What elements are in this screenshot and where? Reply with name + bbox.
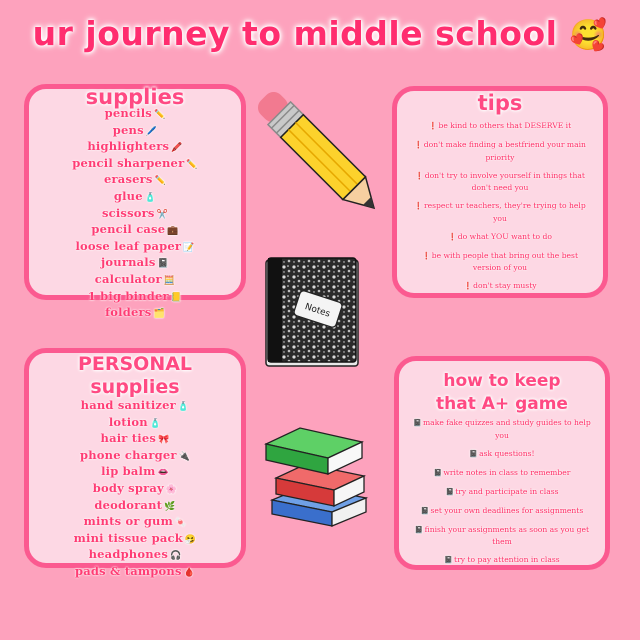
supplies-list-item [29,189,241,206]
personal-list-item [29,531,241,548]
page-title [0,14,640,53]
personal-list-item-text: lip balm [101,464,156,479]
supplies-list-item-text: highlighters [87,139,170,154]
howto-list-item [409,467,595,480]
personal-list-item-emoji-icon: 🔌 [178,451,191,462]
howto-list-item-text: try to pay attention in class [454,555,560,564]
supplies-list-item [29,239,241,256]
supplies-list-item [29,255,241,272]
personal-heading-line1: PERSONAL [77,353,193,375]
supplies-list-item [29,123,241,140]
howto-list-item-emoji-icon: 📓 [413,419,422,427]
personal-list-item-emoji-icon: 🍬 [175,518,187,529]
supplies-list-item-emoji-icon: 📓 [157,259,169,270]
tips-list [397,120,603,293]
supplies-list [29,106,241,322]
supplies-list-item-emoji-icon: ✏️ [153,110,166,120]
personal-list-item [29,514,241,531]
personal-list-item-text: hand sanitizer [80,398,176,412]
tips-list-item-emoji-icon: ❗ [414,141,423,149]
personal-list-item [29,415,241,432]
supplies-heading: supplies [85,85,185,109]
personal-list-item-text: lotion [108,414,148,429]
howto-list-item [409,505,595,518]
personal-list-item [29,431,241,448]
supplies-list-item [29,305,241,322]
personal-list-item [29,448,241,465]
howto-list-item-emoji-icon: 📓 [420,506,430,515]
personal-list-item-emoji-icon: 🧴 [177,402,190,412]
personal-list-item-text: deodorant [94,497,163,512]
personal-list-item-text: body spray [92,480,164,495]
supplies-list-item-text: calculator [94,271,162,286]
howto-list-item [409,554,595,567]
howto-list-item-text: make fake quizzes and study guides to help you [422,418,591,440]
personal-list-item-emoji-icon: 🧴 [149,418,162,429]
howto-list-item-text: ask questions! [479,448,535,458]
supplies-list-item [29,139,241,156]
tips-list-item-emoji-icon: ❗ [463,282,473,290]
tips-list-item-text: don't stay musty [473,281,537,290]
supplies-list-item-emoji-icon: 🖊️ [145,126,158,137]
tips-list-item-emoji-icon: ❗ [428,122,438,130]
personal-list-item-emoji-icon: 🩸 [183,567,196,578]
personal-list-item-emoji-icon: 🤧 [184,534,197,545]
howto-list-item [409,448,595,461]
personal-list-item [29,398,241,415]
howto-list-item [409,486,595,499]
tips-list-item-text: don't make finding a bestfriend your main priority [423,140,586,162]
personal-list-item [29,498,241,515]
personal-supplies-list [29,398,241,581]
supplies-list-item-text: 1 big binder [87,288,169,303]
howto-list-item-emoji-icon: 📓 [433,468,443,477]
supplies-list-item-text: journals [101,255,156,270]
supplies-list-item-text: erasers [104,172,153,187]
howto-list-item-text: try and participate in class [455,486,559,496]
personal-supplies-panel [24,348,246,578]
howto-list-item-emoji-icon: 📓 [469,449,479,458]
supplies-list-item-text: glue [113,188,143,203]
tips-panel [392,86,608,298]
supplies-list-item-emoji-icon: 💼 [167,226,179,237]
supplies-list-item-emoji-icon: 🧴 [144,192,157,203]
howto-list-item [409,417,595,441]
personal-list-item [29,547,241,564]
supplies-list-item [29,156,241,173]
supplies-list-item [29,289,241,306]
smiling-face-hearts-icon: 🥰 [569,18,608,53]
howto-list-item-text: finish your assignments as soon as you get them [424,524,590,546]
personal-list-item-text: phone charger [79,447,177,462]
personal-list-item [29,564,241,581]
tips-list-item [407,280,593,293]
tips-list-item [407,200,593,224]
composition-notebook-icon [262,254,362,370]
tips-list-item-text: respect ur teachers, they're trying to help you [423,201,586,223]
howto-list-item [409,524,595,548]
supplies-list-item [29,106,241,123]
personal-list-item-text: pads & tampons [74,563,182,578]
howto-panel [394,356,610,570]
tips-list-item [407,170,593,194]
supplies-list-item-text: pencils [104,106,152,120]
supplies-list-item-text: loose leaf paper [75,238,182,253]
personal-list-item-text: mints or gum [83,514,173,529]
howto-list-item-emoji-icon: 📓 [445,487,455,496]
tips-list-item-text: be kind to others that DESERVE it [438,121,572,130]
supplies-list-item-emoji-icon: 🖍️ [171,143,183,154]
supplies-list-item-text: scissors [101,205,155,220]
tips-list-item [407,120,593,133]
supplies-list-item [29,222,241,239]
supplies-list-item-emoji-icon: ✂️ [156,209,168,220]
supplies-list-item-text: pencil case [91,222,166,237]
supplies-list-item-emoji-icon: 🧮 [163,275,176,286]
tips-list-item-text: don't try to involve yourself in things that don't need you [424,170,585,192]
personal-list-item [29,481,241,498]
personal-list-item-text: headphones [88,547,168,562]
howto-heading-line1: how to keep [443,371,561,391]
supplies-list-item-emoji-icon: ✏️ [154,176,166,187]
howto-list-item-emoji-icon: 📓 [414,525,424,534]
tips-list-item-emoji-icon: ❗ [448,232,457,241]
personal-heading-line2: supplies [90,376,180,398]
books-stack-icon [262,420,372,532]
tips-list-item-emoji-icon: ❗ [422,251,431,260]
supplies-list-item-emoji-icon: 📝 [183,242,195,253]
howto-list-item-text: set your own deadlines for assignments [430,505,584,515]
tips-list-item-emoji-icon: ❗ [414,202,423,210]
tips-list-item [407,250,593,274]
personal-list-item-emoji-icon: 🌿 [164,501,176,512]
supplies-list-item [29,172,241,189]
personal-list-item-emoji-icon: 🌸 [165,484,178,495]
personal-list-item-text: mini tissue pack [73,530,183,545]
personal-list-item-text: hair ties [100,431,157,446]
supplies-panel [24,84,246,320]
howto-list [399,417,605,567]
howto-list-item-emoji-icon: 📓 [444,556,454,564]
tips-list-item-text: be with people that bring out the best version of you [431,250,578,272]
tips-list-item-text: do what YOU want to do [457,231,552,241]
tips-list-item [407,231,593,244]
personal-list-item [29,464,241,481]
howto-heading-line2: that A+ game [436,394,568,414]
supplies-list-item-emoji-icon: ✏️ [186,159,198,170]
supplies-list-item [29,272,241,289]
tips-list-item-emoji-icon: ❗ [415,171,424,180]
howto-list-item-text: write notes in class to remember [443,467,571,477]
notebook-label: Notes [303,302,332,320]
supplies-list-item-text: pens [112,122,144,137]
supplies-list-item-emoji-icon: 📒 [170,292,183,303]
supplies-list-item-text: folders [105,305,152,320]
supplies-list-item-emoji-icon: 🗂️ [153,309,165,320]
personal-list-item-emoji-icon: 👄 [157,468,169,479]
page-title-text: ur journey to middle school [32,14,558,53]
pencil-icon [252,92,388,226]
personal-list-item-emoji-icon: 🎀 [158,435,170,446]
tips-heading: tips [477,91,523,115]
personal-list-item-emoji-icon: 🎧 [170,551,182,562]
supplies-list-item-text: pencil sharpener [72,155,185,170]
tips-list-item [407,139,593,163]
supplies-list-item [29,206,241,223]
